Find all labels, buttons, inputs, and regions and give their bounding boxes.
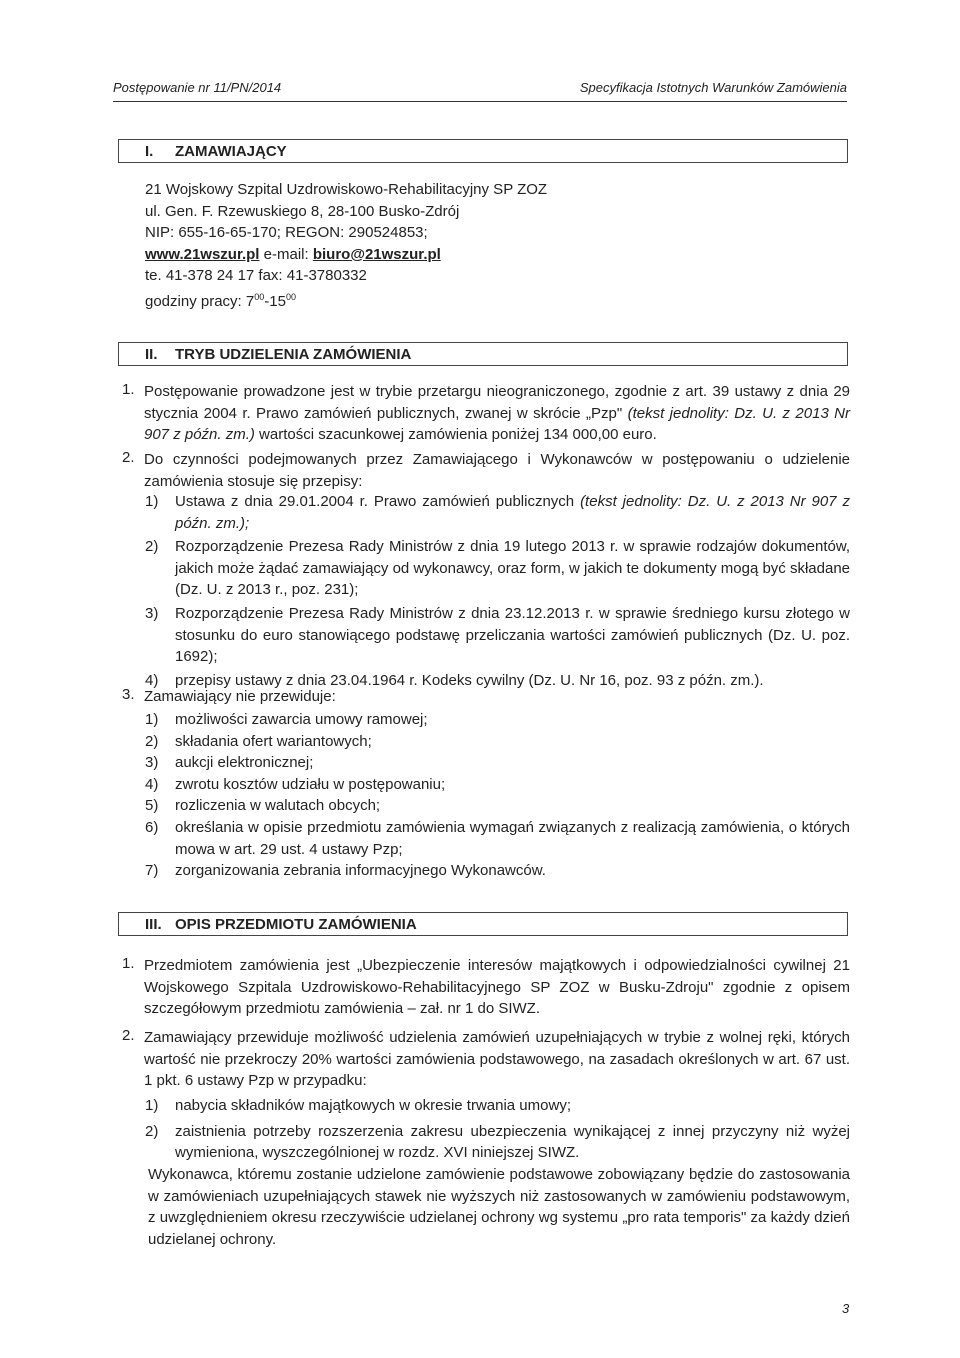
email-label: e-mail:: [259, 245, 313, 263]
header-right: Specyfikacja Istotnych Warunków Zamówienia: [579, 80, 847, 95]
q2-number: 2.: [122, 1027, 135, 1044]
list-item-number: 3): [145, 604, 159, 622]
list-item-text: składania ofert wariantowych;: [175, 732, 372, 750]
hours-start-minutes: 00: [254, 291, 265, 302]
list-item: [145, 752, 850, 774]
p2-text: Do czynności podejmowanych przez Zamawiającego i Wykonawców w postępowaniu o udzielenie zamówienia stosuje się przepisy:: [144, 451, 850, 490]
p2-number: 2.: [122, 449, 135, 466]
list-item-text: aukcji elektronicznej;: [175, 754, 314, 772]
email-link[interactable]: biuro@21wszur.pl: [312, 245, 441, 263]
q1-number: 1.: [122, 955, 135, 972]
page-header: [113, 80, 847, 102]
list-item-text: przepisy ustawy z dnia 23.04.1964 r. Kodeks cywilny (Dz. U. Nr 16, poz. 93 z późn. zm.).: [175, 671, 764, 689]
list-item-number: 4): [145, 671, 159, 689]
p3-list: [145, 709, 850, 882]
list-item: [145, 817, 850, 860]
section-2-title: TRYB UDZIELENIA ZAMÓWIENIA: [175, 346, 412, 363]
header-left: Postępowanie nr 11/PN/2014: [113, 80, 282, 95]
q2-closing-text: Wykonawca, któremu zostanie udzielone zamówienie podstawowe zobowiązany będzie do zastosowania w zamówieniach uzupełniających stawek nie wyższych niż zastosowanych w zamówieniu podstawowym, z uwzględnieniem okresu rzeczywiście udzielanej ochrony wg systemu „pro rata temporis" za każdy dzień udzielanej ochrony.: [148, 1166, 850, 1248]
hours-end: -15: [264, 292, 286, 310]
list-item-number: 1): [145, 493, 159, 510]
hours-end-minutes: 00: [285, 291, 296, 302]
list-item-text-italic: (tekst jednolity: Dz. U. z 2013 Nr 907 z późn. zm.);: [175, 493, 850, 532]
list-item: [145, 731, 850, 753]
list-item-number: 1): [145, 711, 159, 728]
list-item: [145, 860, 850, 882]
p2-list: [145, 491, 850, 691]
list-item-number: 2): [145, 1122, 159, 1140]
list-item-number: 7): [145, 862, 159, 880]
list-item-text: [175, 491, 850, 534]
list-item-text: zaistnienia potrzeby rozszerzenia zakresu ubezpieczenia wynikającej z innej przyczyny niż wyżej wymieniona, wyszczególnionej w rozdz. XVI niniejszej SIWZ.: [175, 1122, 850, 1162]
list-item-text: Rozporządzenie Prezesa Rady Ministrów z dnia 23.12.2013 r. w sprawie średniego kursu złotego w stosunku do euro stanowiącego podstawę przeliczania wartości zamówień publicznych (Dz. U. poz. 1692);: [175, 604, 850, 666]
list-item: [145, 603, 850, 668]
section-1-number: I.: [145, 143, 154, 160]
section-3-title: OPIS PRZEDMIOTU ZAMÓWIENIA: [175, 916, 417, 933]
list-item-number: 5): [145, 797, 159, 815]
list-item-number: 4): [145, 775, 159, 793]
section-2-number: II.: [145, 346, 158, 363]
list-item: [145, 709, 850, 731]
list-item: [145, 1121, 850, 1164]
list-item: [145, 536, 850, 601]
list-item: [145, 1095, 850, 1117]
p3-number: 3.: [122, 686, 135, 703]
list-item-text: rozliczenia w walutach obcych;: [175, 797, 381, 815]
p1-text-italic: (tekst jednolity: Dz. U. z 2013 Nr 907 z późn. zm.): [144, 404, 851, 444]
q2-list: [145, 1095, 850, 1164]
p1-text: [144, 381, 850, 446]
address-block: [145, 179, 547, 313]
list-item: [145, 774, 850, 796]
list-item-text: możliwości zawarcia umowy ramowej;: [175, 711, 428, 728]
list-item-number: 2): [145, 732, 159, 750]
p1-text-c: wartości szacunkowej zamówienia poniżej 134 000,00 euro.: [254, 426, 657, 444]
working-hours: [145, 287, 547, 313]
section-3-number: III.: [145, 916, 162, 933]
list-item-text: określania w opisie przedmiotu zamówienia wymagań związanych z realizacją zamówienia, o których mowa w art. 29 ust. 4 ustawy Pzp;: [175, 818, 850, 858]
address-line-3: NIP: 655-16-65-170; REGON: 290524853;: [145, 224, 428, 242]
address-line-4: [145, 244, 547, 266]
p1-number: 1.: [122, 381, 135, 398]
list-item-number: 3): [145, 754, 159, 772]
list-item-text: zwrotu kosztów udziału w postępowaniu;: [175, 775, 446, 793]
address-line-1: 21 Wojskowy Szpital Uzdrowiskowo-Rehabilitacyjny SP ZOZ: [145, 181, 548, 198]
list-item: [145, 795, 850, 817]
address-line-5: te. 41-378 24 17 fax: 41-3780332: [145, 267, 367, 285]
list-item-text: nabycia składników majątkowych w okresie trwania umowy;: [175, 1097, 571, 1114]
list-item-text-a: Ustawa z dnia 29.01.2004 r. Prawo zamówień publicznych: [175, 493, 581, 510]
website-link[interactable]: www.21wszur.pl: [145, 245, 260, 263]
list-item-text: zorganizowania zebrania informacyjnego Wykonawców.: [175, 862, 546, 880]
p1-text-a: Postępowanie prowadzone jest w trybie przetargu nieograniczonego, zgodnie z art. 39 ustawy z dnia 29 stycznia 2004 r. Prawo zamówień publicznych, zwanej w skrócie „Pzp": [144, 383, 850, 422]
list-item: [145, 491, 850, 534]
page-number: 3: [842, 1301, 850, 1316]
q2-text: Zamawiający przewiduje możliwość udzielenia zamówień uzupełniających w trybie z wolnej ręki, których wartość nie przekroczy 20% wartości zamówienia podstawowego, na zasadach określonych w art. 67 ust. 1 pkt. 6 ustawy Pzp w przypadku:: [144, 1029, 850, 1090]
address-line-2: ul. Gen. F. Rzewuskiego 8, 28-100 Busko-Zdrój: [145, 202, 460, 220]
list-item-text: Rozporządzenie Prezesa Rady Ministrów z dnia 19 lutego 2013 r. w sprawie rodzajów dokumentów, jakich może żądać zamawiający od wykonawcy, oraz form, w jakich te dokumenty mogą być składane (Dz. U. z 2013 r., poz. 231);: [175, 538, 851, 599]
p3-text: Zamawiający nie przewiduje:: [144, 688, 336, 705]
section-1-title: ZAMAWIAJĄCY: [175, 143, 287, 160]
list-item-number: 6): [145, 818, 159, 836]
section-3-heading: [118, 912, 848, 936]
section-1-heading: [118, 139, 848, 163]
list-item-number: 1): [145, 1097, 159, 1114]
section-2-heading: [118, 342, 848, 366]
hours-label: godziny pracy: 7: [145, 292, 255, 310]
q1-text: Przedmiotem zamówienia jest „Ubezpieczenie interesów majątkowych i odpowiedzialności cywilnej 21 Wojskowego Szpitala Uzdrowiskowo-Rehabilitacyjnego SP ZOZ w Busku-Zdroju" zgodnie z opisem szczegółowym przedmiotu zamówienia – zał. nr 1 do SIWZ.: [144, 957, 850, 1018]
list-item-number: 2): [145, 538, 159, 556]
